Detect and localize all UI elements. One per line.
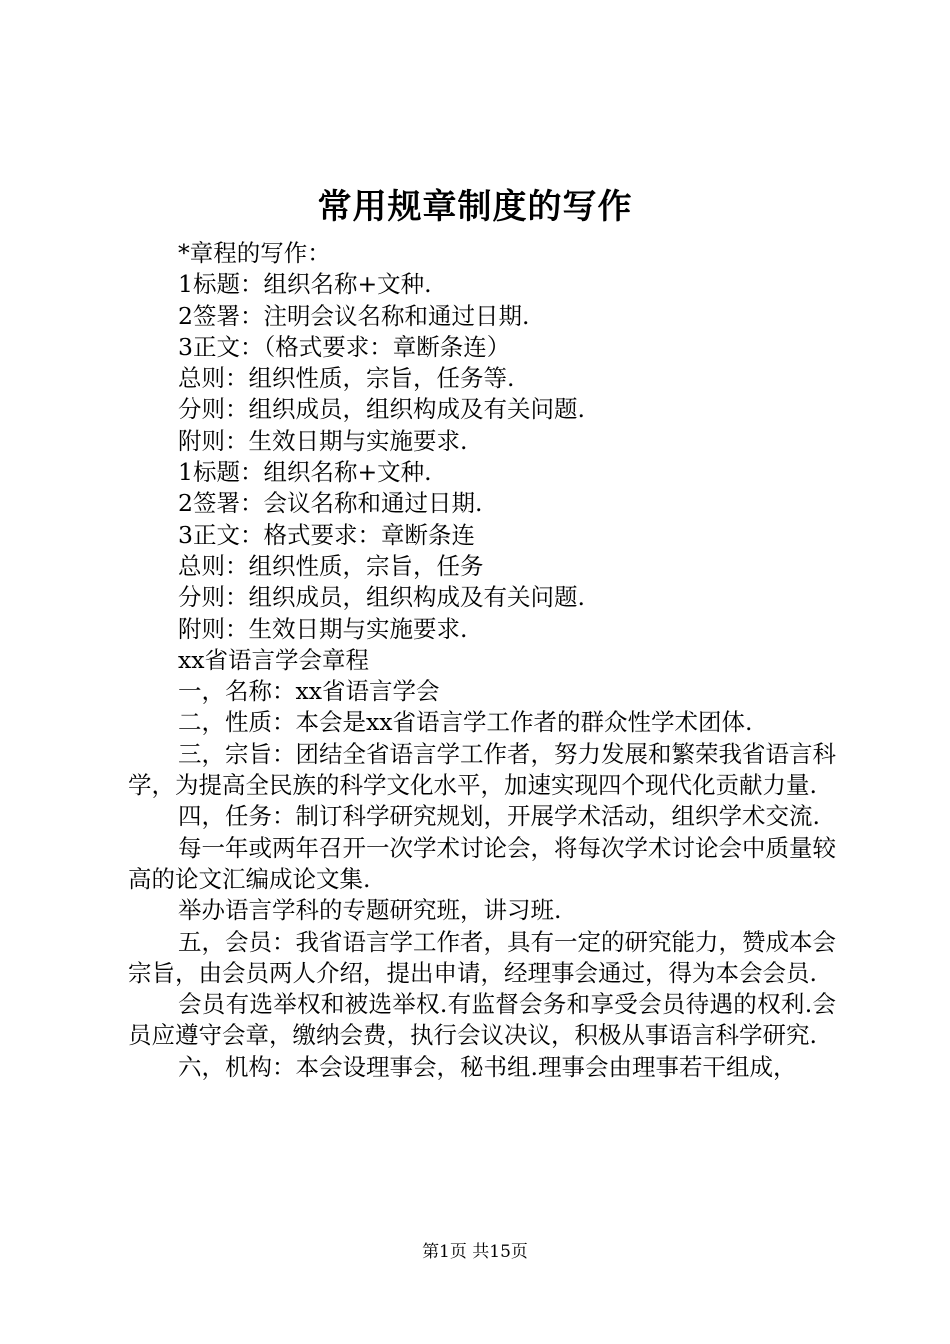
paragraph: 总则：组织性质，宗旨，任务等. [178, 364, 515, 393]
paragraph: 1标题：组织名称+文种. [178, 458, 432, 487]
paragraph: 分则：组织成员，组织构成及有关问题. [178, 583, 585, 612]
paragraph: 会员有选举权和被选举权.有监督会务和享受会员待遇的权利.会员应遵守会章，缴纳会费，执行会议决议，积极从事语言科学研究. [128, 990, 836, 1050]
paragraph: 2签署：会议名称和通过日期. [178, 489, 483, 518]
paragraph: 举办语言学科的专题研究班，讲习班. [178, 896, 562, 925]
paragraph: 五，会员：我省语言学工作者，具有一定的研究能力，赞成本会宗旨，由会员两人介绍，提出申请，经理事会通过，得为本会会员. [128, 927, 836, 987]
paragraph: 三，宗旨：团结全省语言学工作者，努力发展和繁荣我省语言科学，为提高全民族的科学文化水平，加速实现四个现代化贡献力量. [128, 739, 836, 800]
paragraph: 1标题：组织名称+文种. [178, 270, 432, 299]
paragraph: 3正文：（格式要求：章断条连） [178, 332, 511, 361]
paragraph: xx省语言学会章程 [178, 645, 370, 674]
paragraph: 一，名称：xx省语言学会 [178, 677, 440, 706]
paragraph: 2签署：注明会议名称和通过日期. [178, 301, 530, 330]
paragraph: 分则：组织成员，组织构成及有关问题. [178, 395, 585, 424]
page-footer: 第1页 共15页 [422, 1242, 528, 1262]
paragraph: 总则：组织性质，宗旨，任务 [178, 551, 484, 580]
paragraph: 每一年或两年召开一次学术讨论会，将每次学术讨论会中质量较高的论文汇编成论文集. [128, 833, 836, 893]
paragraph: 二，性质：本会是xx省语言学工作者的群众性学术团体. [178, 708, 753, 737]
paragraph: 附则：生效日期与实施要求. [178, 614, 468, 643]
paragraph: 3正文：格式要求：章断条连 [178, 520, 475, 549]
paragraph: 六，机构：本会设理事会，秘书组.理事会由理事若干组成， [178, 1052, 797, 1081]
paragraph: 附则：生效日期与实施要求. [178, 426, 468, 455]
document-body [128, 238, 836, 1083]
document-title: 常用规章制度的写作 [317, 187, 633, 227]
paragraph: 四，任务：制订科学研究规划，开展学术活动，组织学术交流. [178, 802, 820, 831]
paragraph: *章程的写作： [178, 239, 331, 267]
